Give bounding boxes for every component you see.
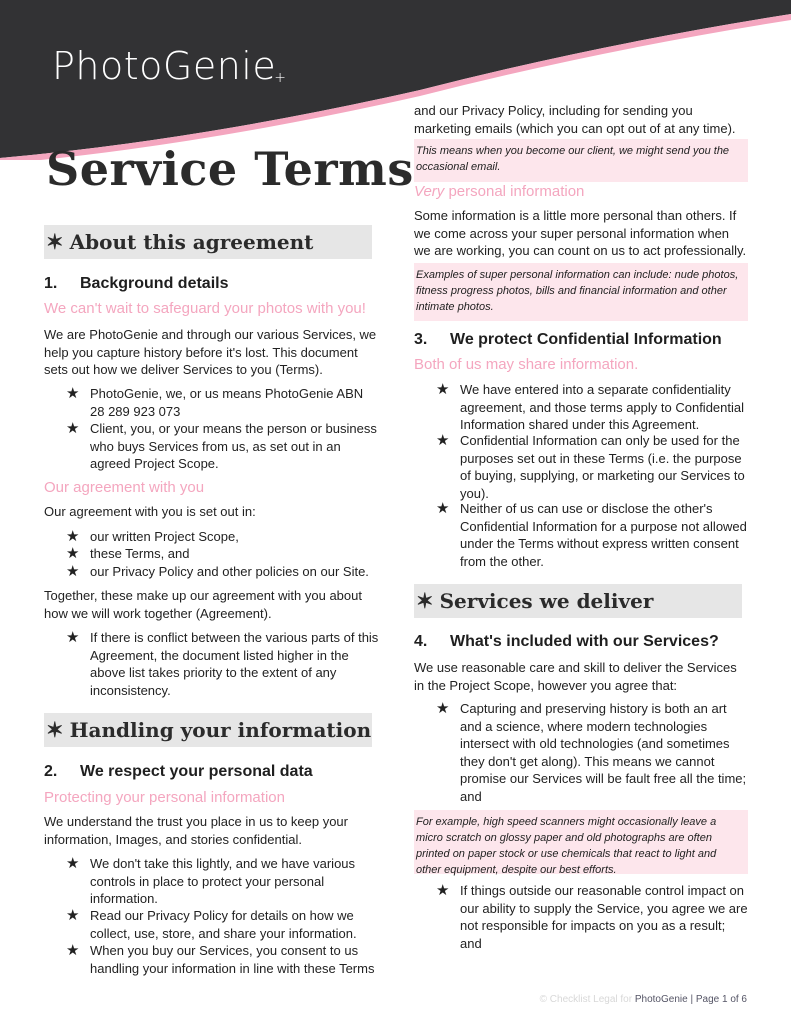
page-title: Service Terms bbox=[46, 142, 414, 196]
list-item: ★ our Privacy Policy and other policies on our Site. bbox=[66, 563, 369, 580]
conflict-bullet: ★ If there is conflict between the various parts of this Agreement, the document listed higher in the above list takes priority to the extent of any inconsistency. bbox=[66, 629, 379, 698]
list-item: ★ If things outside our reasonable control impact on our ability to supply the Service, you agree we are not responsible for impacts on you as a result; and bbox=[436, 882, 748, 951]
star-icon: ✶ bbox=[46, 717, 64, 742]
heading-included: 4. What's included with our Services? bbox=[414, 633, 719, 650]
star-bullet-icon: ★ bbox=[66, 420, 80, 437]
section-services: ✶ Services we deliver bbox=[414, 584, 742, 618]
brand-logo: PhotoGenie+ bbox=[52, 44, 287, 88]
subheading-very-personal: Very personal information bbox=[414, 183, 585, 200]
list-item: ★ Read our Privacy Policy for details on how we collect, use, store, and share your information. bbox=[66, 907, 357, 941]
subheading-safeguard: We can't wait to safeguard your photos with you! bbox=[44, 300, 366, 317]
star-bullet-icon: ★ bbox=[66, 563, 80, 580]
star-bullet-icon: ★ bbox=[436, 381, 450, 398]
section-about: ✶ About this agreement bbox=[44, 225, 372, 259]
star-icon: ✶ bbox=[46, 229, 64, 254]
list-item: ★ Capturing and preserving history is both an art and a science, where modern technologies intersect with old technologies (and sometimes they don't get along). This means we cannot promise our Services will be fault free all the time; and bbox=[436, 700, 747, 804]
definition-photogenie: ★ PhotoGenie, we, or us means PhotoGenie ABN 28 289 923 073 bbox=[66, 385, 364, 419]
subheading-share: Both of us may share information. bbox=[414, 356, 639, 373]
star-bullet-icon: ★ bbox=[436, 882, 450, 899]
star-bullet-icon: ★ bbox=[66, 907, 80, 924]
callout-examples: Examples of super personal information can include: nude photos, fitness progress photos, bills and financial information and other intimate photos. bbox=[414, 263, 748, 321]
together-paragraph: Together, these make up our agreement with you about how we will work together (Agreement). bbox=[44, 588, 362, 621]
star-bullet-icon: ★ bbox=[436, 432, 450, 449]
star-bullet-icon: ★ bbox=[436, 500, 450, 517]
personal-info-paragraph: Some information is a little more personal than others. If we come across your super personal information when we are working, you can count on us to act professionally. bbox=[414, 208, 747, 258]
star-bullet-icon: ★ bbox=[66, 855, 80, 872]
star-bullet-icon: ★ bbox=[66, 629, 80, 646]
trust-paragraph: We understand the trust you place in us to keep your information, Images, and stories confidential. bbox=[44, 814, 348, 847]
agreement-intro: Our agreement with you is set out in: bbox=[44, 504, 256, 519]
intro-paragraph: We are PhotoGenie and through our various Services, we help you capture history before it's lost. This document sets out how we deliver Services to you (Terms). bbox=[44, 327, 377, 377]
star-bullet-icon: ★ bbox=[66, 528, 80, 545]
list-item: ★ our written Project Scope, bbox=[66, 528, 239, 545]
list-item: ★ these Terms, and bbox=[66, 545, 190, 562]
star-bullet-icon: ★ bbox=[436, 700, 450, 717]
list-item: ★ We have entered into a separate confidentiality agreement, and those terms apply to Confidential Information shared under this Agreement. bbox=[436, 381, 745, 432]
heading-personal-data: 2. We respect your personal data bbox=[44, 763, 313, 780]
definition-client: ★ Client, you, or your means the person or business who buys Services from us, as set out in an agreed Project Scope. bbox=[66, 420, 377, 471]
heading-confidential: 3. We protect Confidential Information bbox=[414, 331, 722, 348]
list-item: ★ We don't take this lightly, and we have various controls in place to protect your personal information. bbox=[66, 855, 356, 906]
star-bullet-icon: ★ bbox=[66, 942, 80, 959]
privacy-continuation: and our Privacy Policy, including for sending you marketing emails (which you can opt out of at any time). bbox=[414, 103, 736, 136]
callout-scanner: For example, high speed scanners might occasionally leave a micro scratch on glossy paper and old photographs are often printed on paper stock or use chemicals that react to light and other equipment, despite our best efforts. bbox=[414, 810, 748, 874]
callout-email: This means when you become our client, we might send you the occasional email. bbox=[414, 139, 748, 182]
star-icon: ✶ bbox=[416, 588, 434, 613]
page-footer: © Checklist Legal for PhotoGenie | Page 1 of 6 bbox=[539, 994, 747, 1005]
subheading-agreement: Our agreement with you bbox=[44, 479, 205, 496]
services-intro: We use reasonable care and skill to deliver the Services in the Project Scope, however you agree that: bbox=[414, 660, 737, 693]
subheading-protecting: Protecting your personal information bbox=[44, 789, 285, 806]
star-bullet-icon: ★ bbox=[66, 545, 80, 562]
section-handling: ✶ Handling your information bbox=[44, 713, 372, 747]
list-item: ★ When you buy our Services, you consent to us handling your information in line with these Terms bbox=[66, 942, 375, 976]
list-item: ★ Confidential Information can only be used for the purposes set out in these Terms (i.e. the purpose of buying, supplying, or marketing our Services to you). bbox=[436, 432, 745, 501]
heading-background: 1. Background details bbox=[44, 275, 229, 292]
star-bullet-icon: ★ bbox=[66, 385, 80, 402]
list-item: ★ Neither of us can use or disclose the other's Confidential Information for a purpose not allowed under the Terms without express written consent from the other. bbox=[436, 500, 747, 569]
